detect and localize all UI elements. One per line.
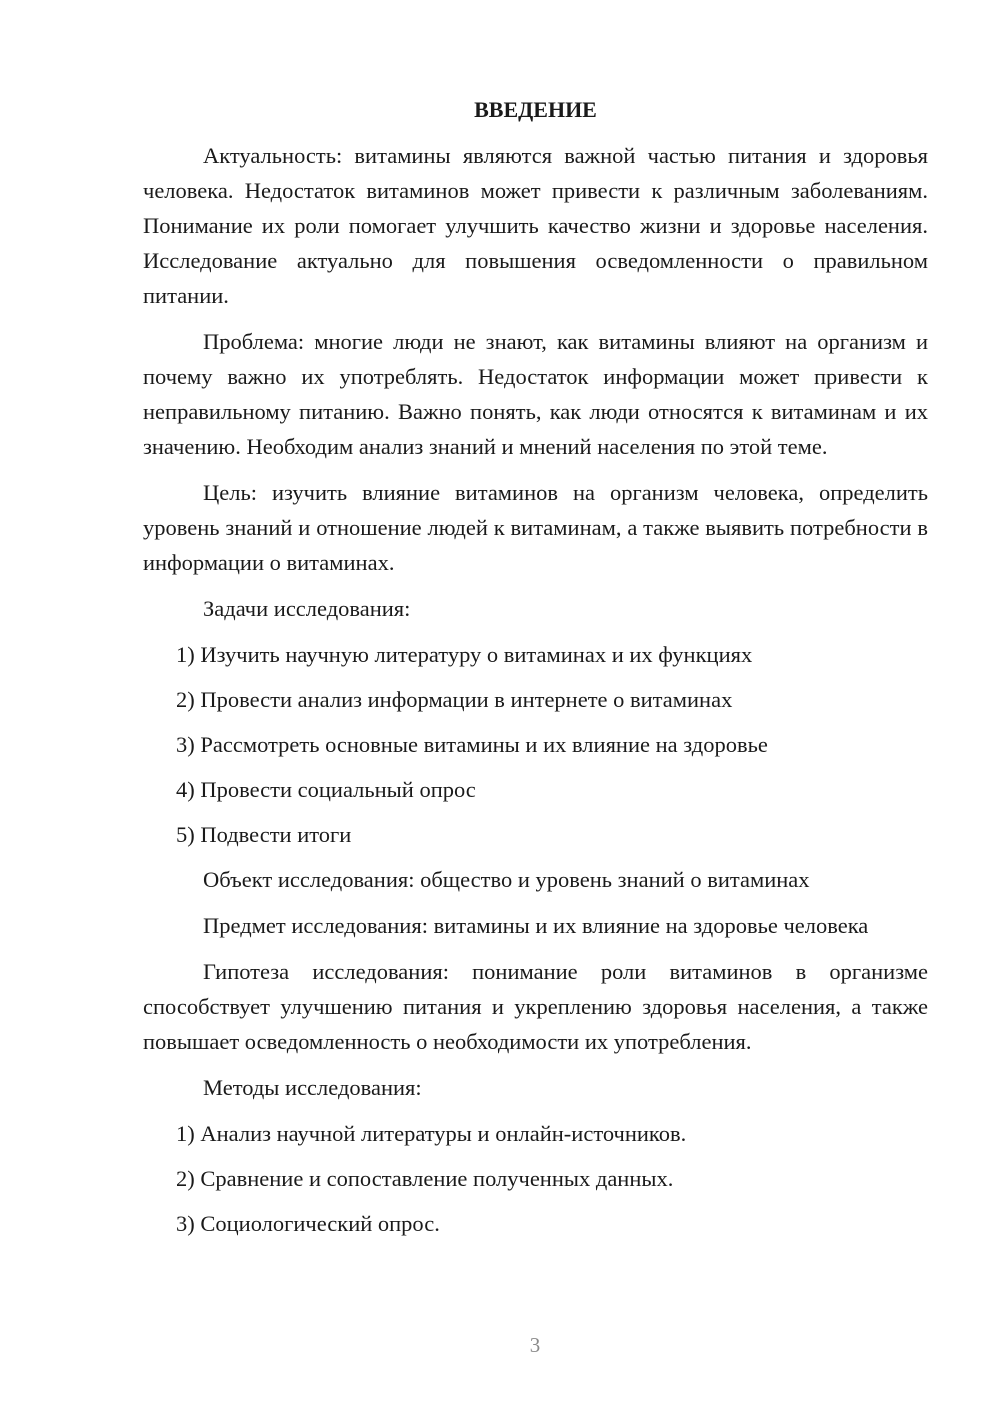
method-item: 3) Социологический опрос. xyxy=(176,1211,440,1236)
page-number: 3 xyxy=(529,1333,541,1357)
task-item: 4) Провести социальный опрос xyxy=(176,777,476,802)
page-title: ВВЕДЕНИЕ xyxy=(474,97,597,122)
task-item: 1) Изучить научную литературу о витаминах и их функциях xyxy=(176,642,753,667)
methods-heading: Методы исследования: xyxy=(203,1075,422,1100)
task-item: 3) Рассмотреть основные витамины и их влияние на здоровье xyxy=(176,732,768,757)
method-item: 2) Сравнение и сопоставление полученных данных. xyxy=(176,1166,674,1191)
task-item: 2) Провести анализ информации в интернете о витаминах xyxy=(176,687,733,712)
document-page xyxy=(143,92,928,1251)
tasks-heading: Задачи исследования: xyxy=(203,596,411,621)
problem-paragraph: Проблема: многие люди не знают, как витамины влияют на организм и почему важно их употреблять. Недостаток информации может привести к неправильному питанию. Важно понять, как люди относятся к витаминам и их значению. Необходим анализ знаний и мнений населения по этой теме. xyxy=(143,329,928,459)
method-item: 1) Анализ научной литературы и онлайн-источников. xyxy=(176,1121,687,1146)
task-item: 5) Подвести итоги xyxy=(176,822,352,847)
hypothesis-paragraph: Гипотеза исследования: понимание роли витаминов в организме способствует улучшению питания и укреплению здоровья населения, а также повышает осведомленность о необходимости их употребления. xyxy=(143,959,928,1054)
subject-paragraph: Предмет исследования: витамины и их влияние на здоровье человека xyxy=(203,913,869,938)
object-paragraph: Объект исследования: общество и уровень знаний о витаминах xyxy=(203,867,810,892)
relevance-paragraph: Актуальность: витамины являются важной частью питания и здоровья человека. Недостаток витаминов может привести к различным заболеваниям. Понимание их роли помогает улучшить качество жизни и здоровье населения. Исследование актуально для повышения осведомленности о правильном питании. xyxy=(143,143,928,308)
goal-paragraph: Цель: изучить влияние витаминов на организм человека, определить уровень знаний и отношение людей к витаминам, а также выявить потребности в информации о витаминах. xyxy=(143,480,928,575)
